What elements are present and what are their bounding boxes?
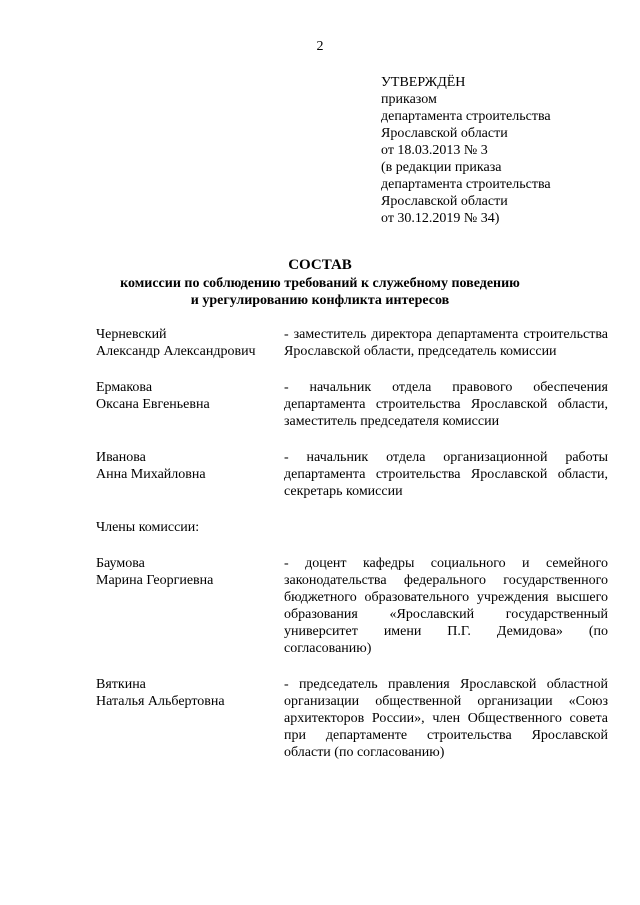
member-role: - начальник отдела правового обеспечения департамента строительства Ярославской области, заместитель председателя комиссии — [284, 380, 608, 429]
member-surname: Ермакова — [96, 380, 153, 395]
document-title — [0, 257, 640, 309]
approval-line: Ярославской области — [381, 126, 508, 141]
approval-line: (в редакции приказа — [381, 160, 502, 175]
title-main: СОСТАВ — [288, 257, 352, 273]
approval-line: от 18.03.2013 № 3 — [381, 143, 488, 158]
member-name — [96, 555, 284, 657]
list-item — [96, 449, 608, 500]
member-surname: Вяткина — [96, 677, 146, 692]
approval-line: департамента строительства — [381, 109, 551, 124]
members-heading: Члены комиссии: — [96, 520, 200, 535]
list-item — [96, 555, 608, 657]
member-surname: Баумова — [96, 556, 145, 571]
member-name — [96, 379, 284, 430]
member-role: - доцент кафедры социального и семейного законодательства федерального государственного бюджетного образовательного учреждения высшего образования «Ярославский государственный университет имени П.Г. Демидова» (по согласованию) — [284, 556, 608, 656]
member-name — [96, 449, 284, 500]
member-name — [96, 326, 284, 360]
member-given-name: Анна Михайловна — [96, 467, 206, 482]
member-role: - начальник отдела организационной работы департамента строительства Ярославской области, секретарь комиссии — [284, 450, 608, 499]
approval-line: Ярославской области — [381, 194, 508, 209]
title-line: комиссии по соблюдению требований к служебному поведению — [120, 276, 520, 291]
member-given-name: Оксана Евгеньевна — [96, 397, 210, 412]
approval-line: от 30.12.2019 № 34) — [381, 211, 500, 226]
member-role: - председатель правления Ярославской областной организации общественной организации «Союз архитекторов России», член Общественного совета при департаменте строительства Ярославской области (по согласованию) — [284, 677, 608, 760]
approval-stamp — [381, 74, 621, 227]
approval-line: приказом — [381, 92, 437, 107]
page-number: 2 — [316, 39, 324, 54]
list-item — [96, 326, 608, 360]
approval-line: УТВЕРЖДЁН — [381, 75, 466, 90]
list-item — [96, 379, 608, 430]
member-surname: Черневский — [96, 327, 167, 342]
member-name — [96, 676, 284, 761]
member-given-name: Марина Георгиевна — [96, 573, 214, 588]
title-line: и урегулированию конфликта интересов — [190, 293, 450, 308]
member-given-name: Наталья Альбертовна — [96, 694, 225, 709]
member-surname: Иванова — [96, 450, 146, 465]
member-role: - заместитель директора департамента строительства Ярославской области, председатель комиссии — [284, 327, 608, 359]
list-item — [96, 676, 608, 761]
approval-line: департамента строительства — [381, 177, 551, 192]
member-given-name: Александр Александрович — [96, 344, 256, 359]
commission-list — [96, 326, 608, 761]
